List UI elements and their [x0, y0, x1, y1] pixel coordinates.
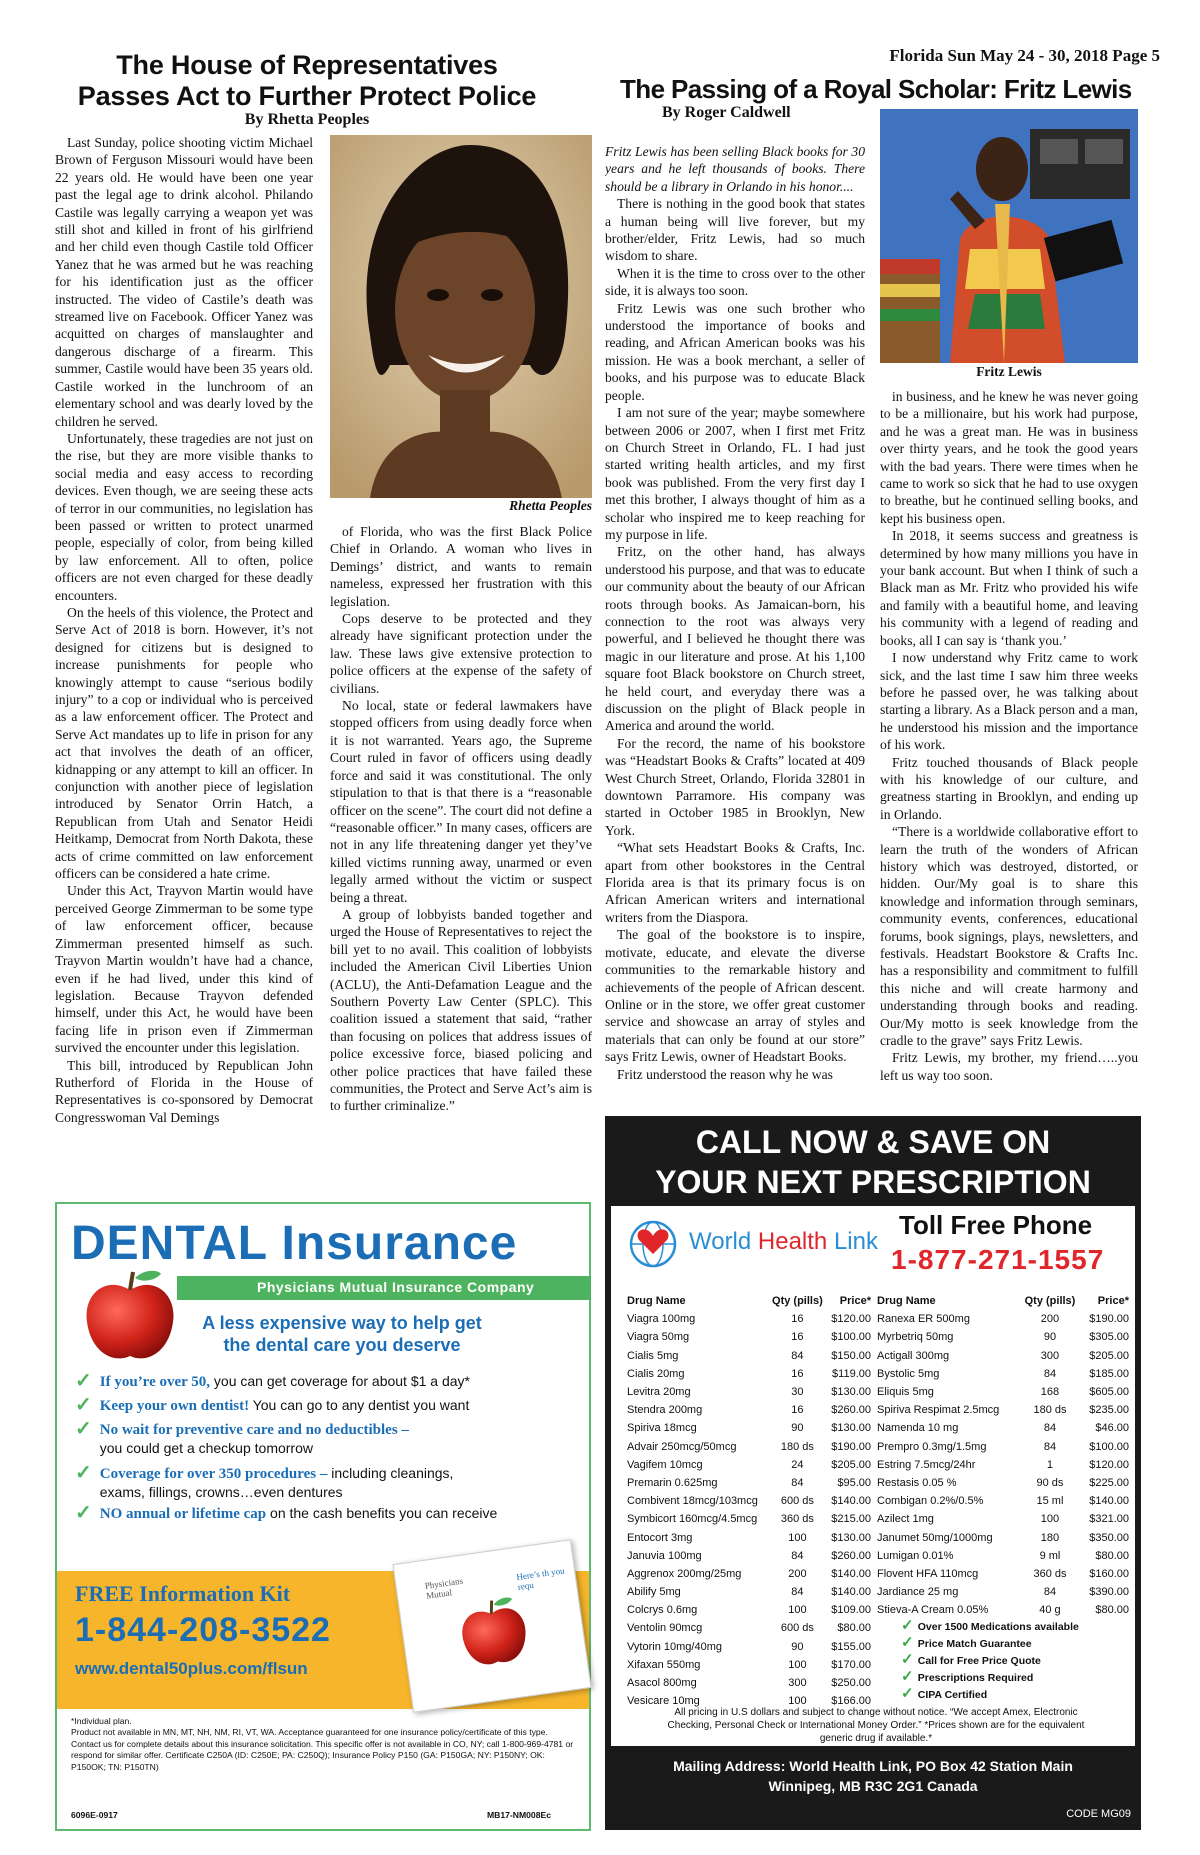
article2-col2-paragraph: Fritz touched thousands of Black people with his knowledge of our culture, and greatness starting in Brooklyn, and ending up in Orlando. [880, 754, 1138, 822]
table-row [625, 1638, 873, 1656]
rx-headline-line2: YOUR NEXT PRESCRIPTION [655, 1164, 1091, 1200]
dental-benefit-item [75, 1464, 453, 1501]
rx-price: $95.00 [837, 1476, 871, 1489]
rx-drug-name: Combivent 18mcg/103mcg [627, 1495, 758, 1508]
rx-price: $130.00 [831, 1531, 871, 1544]
rx-drug-name: Restasis 0.05 % [877, 1476, 957, 1489]
rx-qty: 16 [791, 1313, 804, 1326]
table-row [625, 1674, 873, 1692]
article2-col1-paragraph: When it is the time to cross over to the other side, it is always too soon. [605, 265, 865, 299]
rx-qty: 84 [791, 1586, 804, 1599]
rx-qty: 84 [791, 1476, 804, 1489]
table-row [875, 1583, 1131, 1601]
rx-qty: 90 [791, 1640, 804, 1653]
rx-qty: 84 [791, 1349, 804, 1362]
mailing-line2: Winnipeg, MB R3C 2G1 Canada [768, 1778, 978, 1794]
dental-code-right: MB17-NM008Ec [487, 1810, 551, 1820]
table-row [875, 1456, 1131, 1474]
rx-column-header: Price* [1097, 1295, 1129, 1308]
rx-qty: 90 [791, 1422, 804, 1435]
toll-free-label: Toll Free Phone [899, 1210, 1093, 1240]
rx-drug-name: Ventolin 90mcg [627, 1622, 703, 1635]
rx-qty: 1 [1046, 1458, 1054, 1471]
rx-feature-item [901, 1618, 1079, 1635]
card-brand: Physicians Mutual [424, 1575, 464, 1601]
table-row [625, 1310, 873, 1328]
article2-headline: The Passing of a Royal Scholar: Fritz Lewis [620, 74, 1132, 104]
fritz-lewis-caption: Fritz Lewis [976, 364, 1042, 379]
table-row [875, 1310, 1131, 1328]
dental-phone-number[interactable]: 1-844-208-3522 [75, 1611, 331, 1649]
benefit-text: on the cash benefits you can receive [266, 1505, 498, 1521]
article1-headline [52, 50, 562, 112]
article2-col1-paragraph: Fritz, on the other hand, has always understood his purpose, and that was to educate our community about the beauty of our African roots through books. As Jamaican-born, his connection to the root was always very powerful, and I believed he thought there was magic in our literature and prose. At his 1,100 square foot Black bookstore on Church street, he held court, and everyday there was a discussion on the plight of Black people in America and around the world. [605, 544, 865, 734]
table-row [875, 1492, 1131, 1510]
rx-qty: 84 [1043, 1367, 1057, 1380]
article2-col2-paragraph: “There is a worldwide collaborative effort to learn the truth of the wonders of African history which was destroyed, distorted, or hidden. Our/My goal is to share this knowledge and information through seminars, community events, conferences, educational forums, book signings, plays, newsletters, and festivals. Headstart Bookstore & Crafts Inc. has a responsibility and commitment to fulfill this niche and will create harmony and understanding through books and reading. Our/My motto is seek knowledge from the cradle to the grave” says Fritz Lewis. [880, 824, 1138, 1049]
rx-price: $390.00 [1089, 1586, 1129, 1599]
table-row [625, 1619, 873, 1637]
rx-drug-name: Bystolic 5mg [877, 1367, 940, 1380]
article1-col2-paragraph: Cops deserve to be protected and they already have significant protection under the law. These laws give extensive protection to police officers at the expense of the safety of civilians. [330, 611, 592, 696]
article1-col1-paragraph: On the heels of this violence, the Protect and Serve Act of 2018 is born. However, it’s not designed for citizens but is designed to increase punishments for people who knowingly attempt to cause “serious bodily injury” to a cop or individual who is perceived as a law enforcement officer. The Protect and Serve Act mandates up to life in prison for any act that involves the death of an officer, kidnapping or any attempt to kill an officer. In conjunction with another piece of legislation introduced by Senator Orrin Hatch, a Republican from Utah and Senator Heidi Heitkamp, Democrat from North Dakota, these acts of crime committed on law enforcement officers can be considered a hate crime. [55, 604, 313, 882]
rx-drug-name: Estring 7.5mcg/24hr [877, 1458, 976, 1471]
benefit-lead: Coverage for over 350 procedures – [99, 1466, 328, 1482]
rx-drug-name: Janumet 50mg/1000mg [877, 1531, 993, 1544]
rx-price: $350.00 [1089, 1531, 1129, 1544]
rx-price: $120.00 [831, 1313, 871, 1326]
article1-byline: By Rhetta Peoples [244, 111, 370, 128]
rx-drug-name: Colcrys 0.6mg [627, 1604, 698, 1617]
table-row [625, 1456, 873, 1474]
rx-drug-name: Spiriva Respimat 2.5mcg [877, 1404, 1000, 1417]
rx-price: $100.00 [831, 1331, 871, 1344]
rx-qty: 100 [788, 1695, 807, 1708]
rx-qty: 15 ml [1036, 1495, 1064, 1508]
dental-ad-company: Physicians Mutual Insurance Company [257, 1279, 535, 1295]
rx-qty: 84 [1043, 1422, 1057, 1435]
rx-drug-name: Xifaxan 550mg [627, 1658, 701, 1671]
rx-qty: 200 [1040, 1313, 1060, 1326]
table-row [625, 1547, 873, 1565]
rhetta-peoples-photo [330, 135, 592, 498]
rx-price: $150.00 [831, 1349, 871, 1362]
rx-price: $605.00 [1089, 1386, 1129, 1399]
rx-qty: 180 ds [1033, 1404, 1067, 1417]
table-row [875, 1528, 1131, 1546]
rx-qty: 360 ds [780, 1513, 814, 1526]
rx-qty: 100 [788, 1604, 807, 1617]
table-row [875, 1347, 1131, 1365]
rx-drug-name: Advair 250mcg/50mcg [627, 1440, 737, 1453]
rx-price: $235.00 [1089, 1404, 1129, 1417]
table-row [875, 1510, 1131, 1528]
benefit-lead: NO annual or lifetime cap [99, 1506, 267, 1522]
checkmark-icon: ✓ [75, 1418, 92, 1440]
world-health-link-logo [625, 1214, 878, 1270]
rx-qty: 84 [1043, 1440, 1057, 1453]
article2-col1-paragraph: I am not sure of the year; maybe somewhere between 2006 or 2007, when I first met Fritz on Church Street in Orlando, FL. I had just started writing health articles, and my first book was published. From the very first day I met this brother, I always thought of him as a scholar who inspired me to keep reaching for my purpose in life. [605, 405, 865, 542]
rx-drug-name: Lumigan 0.01% [877, 1549, 954, 1562]
rx-qty: 300 [788, 1677, 807, 1690]
table-row [875, 1383, 1131, 1401]
article2-column-2 [880, 388, 1138, 1108]
article1-col1-paragraph: This bill, introduced by Republican John Rutherford of Florida in the House of Representatives is co-sponsored by Democrat Congresswoman Val Demings [55, 1057, 313, 1125]
article2-col2-paragraph: I now understand why Fritz came to work sick, and the last time I saw him three weeks before he passed over, he was talking about starting a library. As a Black person and a man, he understood his mission and the importance of his work. [880, 650, 1138, 753]
checkmark-icon: ✓ [75, 1394, 92, 1416]
table-row [625, 1510, 873, 1528]
checkmark-icon: ✓ [901, 1685, 918, 1702]
rx-price: $190.00 [1089, 1313, 1129, 1326]
table-row [625, 1656, 873, 1674]
rx-qty: 180 ds [780, 1440, 814, 1453]
rx-price: $215.00 [831, 1513, 871, 1526]
rx-drug-name: Premarin 0.625mg [627, 1476, 718, 1489]
rx-ad-body [611, 1206, 1135, 1746]
article1-col2-paragraph: No local, state or federal lawmakers have stopped officers from using deadly force when it is not warranted. Years ago, the Supreme Court ruled in favor of officers using deadly force and said it was constitutional. The only stipulation to that is that there is a “reasonable officer on the scene”. The court did not define a “reasonable officer.” In many cases, officers are not in any life threatening danger yet they’ve killed victims running away, unarmed or even legally armed without the victim or suspect being a threat. [330, 698, 592, 905]
rx-column-header: Qty (pills) [1024, 1295, 1076, 1308]
rx-features [901, 1618, 1079, 1703]
table-row [625, 1474, 873, 1492]
rx-price-table-left [625, 1292, 873, 1710]
article2-col1-paragraph: “What sets Headstart Books & Crafts, Inc. apart from other bookstores in the Central Florida area is that its primary focus is on African American writers and international writers from the Diaspora. [605, 840, 865, 925]
rx-drug-name: Vytorin 10mg/40mg [627, 1640, 722, 1653]
rx-column-header: Price* [839, 1295, 871, 1308]
rx-price: $80.00 [1095, 1549, 1129, 1562]
rx-qty: 9 ml [1039, 1549, 1061, 1562]
rx-feature-text: Call for Free Price Quote [917, 1655, 1041, 1667]
card-text: Here’s th you requ [515, 1565, 566, 1592]
article1-col2-paragraph: of Florida, who was the first Black Police Chief in Orlando. A woman who lives in Demings’ district, and wants to remain nameless, expressed her frustration with this legislation. [330, 524, 592, 609]
rx-price: $120.00 [1089, 1458, 1129, 1471]
checkmark-icon: ✓ [75, 1502, 92, 1524]
rx-drug-name: Combigan 0.2%/0.5% [877, 1495, 984, 1508]
benefit-text: including cleanings, [327, 1465, 454, 1481]
rx-price: $250.00 [831, 1677, 871, 1690]
rx-headline-line1: CALL NOW & SAVE ON [695, 1124, 1051, 1160]
table-row [875, 1547, 1131, 1565]
rx-qty: 90 ds [1036, 1476, 1064, 1489]
rx-price: $140.00 [1089, 1495, 1129, 1508]
article2-col1-paragraph: Fritz understood the reason why he was [617, 1066, 833, 1082]
rx-drug-name: Actigall 300mg [877, 1349, 950, 1362]
benefit-text: You can go to any dentist you want [249, 1397, 470, 1413]
table-row [875, 1328, 1131, 1346]
rx-feature-item [901, 1669, 1079, 1686]
checkmark-icon: ✓ [901, 1651, 918, 1668]
table-row [625, 1492, 873, 1510]
rx-drug-name: Vagifem 10mcg [627, 1458, 703, 1471]
article2-col2-paragraph: Fritz Lewis, my brother, my friend…..you left us way too soon. [880, 1050, 1138, 1083]
dental-url-link[interactable]: www.dental50plus.com/flsun [75, 1659, 308, 1678]
table-row [625, 1565, 873, 1583]
table-row [625, 1328, 873, 1346]
table-row [625, 1383, 873, 1401]
table-row [875, 1419, 1131, 1437]
rx-price: $130.00 [831, 1422, 871, 1435]
card-apple-icon [449, 1587, 540, 1682]
rx-drug-name: Cialis 20mg [627, 1367, 685, 1380]
table-row [875, 1401, 1131, 1419]
rx-column-header: Qty (pills) [772, 1295, 823, 1308]
info-kit-card [392, 1539, 591, 1713]
fritz-lewis-photo [880, 109, 1138, 363]
table-row [625, 1419, 873, 1437]
dental-ad-subtitle [187, 1312, 497, 1356]
dental-ad-subtitle-line2: the dental care you deserve [223, 1335, 461, 1355]
globe-heart-icon [625, 1214, 685, 1270]
benefit-lead: Keep your own dentist! [99, 1398, 250, 1414]
table-row [625, 1601, 873, 1619]
dental-benefit-item [75, 1420, 409, 1457]
rx-price: $160.00 [1089, 1567, 1129, 1580]
rx-feature-text: Price Match Guarantee [917, 1638, 1032, 1650]
table-row [625, 1583, 873, 1601]
rx-drug-name: Azilect 1mg [877, 1513, 934, 1526]
rx-mailing-address [605, 1756, 1141, 1796]
article1-column-2 [330, 523, 592, 1193]
article1-col1-paragraph: Last Sunday, police shooting victim Michael Brown of Ferguson Missouri would have been 22 years old. He would have been one year past the legal age to drink alcohol. Philando Castile was legally carrying a weapon yet was still shot and killed in front of his girlfriend and her child even though Castile told Officer Yanez that he was armed but he was reaching for his identification just as the officer instructed. The video of Castile’s death was streamed live on Facebook. Officer Yanez was acquitted on charges of manslaughter and dangerous discharge of a firearm. This summer, Castile would have been 35 years old. Castile worked in the lunchroom of an elementary school and was dearly loved by the children he served. [55, 135, 313, 429]
rx-feature-item [901, 1652, 1079, 1669]
rx-column-header: Drug Name [877, 1295, 936, 1308]
table-row [875, 1438, 1131, 1456]
rx-column-header: Drug Name [627, 1295, 686, 1308]
rx-drug-name: Prempro 0.3mg/1.5mg [877, 1440, 987, 1453]
dental-ad-kit-panel [57, 1565, 589, 1709]
dental-ad-title: DENTAL Insurance [71, 1217, 518, 1270]
rx-qty: 300 [1040, 1349, 1060, 1362]
table-row [875, 1474, 1131, 1492]
rx-qty: 30 [791, 1386, 804, 1399]
rx-price: $119.00 [832, 1367, 871, 1380]
rx-price: $155.00 [831, 1640, 871, 1653]
rx-qty: 16 [791, 1367, 804, 1380]
rx-drug-name: Viagra 100mg [627, 1313, 696, 1326]
rx-drug-name: Symbicort 160mcg/4.5mcg [627, 1513, 758, 1526]
benefit-text-line2: you could get a checkup tomorrow [99, 1440, 313, 1456]
free-kit-label: FREE Information Kit [75, 1581, 291, 1606]
article2-col1-paragraph: There is nothing in the good book that states a human being will live forever, but my brother/elder, Fritz Lewis, had so much wisdom to share. [605, 196, 865, 264]
rx-feature-item [901, 1686, 1079, 1703]
rx-price: $140.00 [831, 1495, 871, 1508]
table-row [625, 1401, 873, 1419]
rx-table-header [875, 1292, 1131, 1310]
rx-qty: 360 ds [1033, 1567, 1067, 1580]
rx-qty: 100 [1040, 1513, 1060, 1526]
checkmark-icon: ✓ [901, 1668, 918, 1685]
article1-col1-paragraph: Unfortunately, these tragedies are not just on the rise, but they are more visible thanks to social media and easy access to recording devices. Even though, we are seeing these acts of terror in our communities, no legislation has been passed or written to protect unarmed people, especially of color, from being killed by law enforcement. All to often, police officers are not even charged for these deadly encounters. [55, 430, 313, 603]
dental-fine-print: *Individual plan. Product not available in MN, MT, NH, NM, RI, VT, WA. Acceptance guaranteed for one insurance policy/certificate of this type. Contact us for complete details about this insurance solicitation. This specific offer is not available in CO, NY; call 1-800-969-4781 or respond for similar offer. Certificate C250A (ID: C250E; PA: C250Q); Insurance Policy P150 (GA: P150GA; NY: P150NY; OK: P150OK; TN: P150TN) [71, 1716, 574, 1772]
rx-drug-name: Cialis 5mg [627, 1349, 679, 1362]
rx-price: $170.00 [831, 1658, 871, 1671]
article2-col2-paragraph: In 2018, it seems success and greatness is determined by how many millions you have in your bank account. But when I think of such a Black man as Mr. Fritz who provided his wife and family with a beautiful home, and leaving his community with a legend of reading and books, all I can say is ‘thank you.’ [880, 528, 1138, 648]
rx-price: $305.00 [1089, 1331, 1129, 1344]
rx-drug-name: Levitra 20mg [627, 1386, 691, 1399]
rx-feature-item [901, 1635, 1079, 1652]
brand-health: Health [757, 1228, 828, 1255]
rx-drug-name: Jardiance 25 mg [877, 1586, 959, 1599]
article2-byline: By Roger Caldwell [662, 104, 791, 121]
dental-code-left: 6096E-0917 [71, 1810, 118, 1820]
fritz-lewis-illustration [880, 109, 1138, 363]
rx-disclaimer: All pricing in U.S dollars and subject to change without notice. “We accept Amex, Electronic Checking, Personal Check or International Money Order.” *Prices shown are for the equivalent generic drug if available.* [667, 1707, 1085, 1744]
article2-column-1 [605, 143, 865, 1108]
article2-col2-paragraph: in business, and he knew he was never going to be a millionaire, but his work had purpose, and he was a great man. He was in business over thirty years, and he took the good years with the bad years. There were times when he came to work so sick that he had to use oxygen to breathe, but he continued selling books, and kept his business open. [880, 389, 1138, 526]
table-row [625, 1528, 873, 1546]
rx-qty: 180 [1040, 1531, 1060, 1544]
dental-ad-subtitle-line1: A less expensive way to help get [202, 1313, 482, 1333]
article1-headline-line2: Passes Act to Further Protect Police [77, 81, 537, 111]
rx-qty: 84 [791, 1549, 804, 1562]
rx-price: $321.00 [1089, 1513, 1129, 1526]
rx-qty: 600 ds [780, 1495, 814, 1508]
article1-headline-line1: The House of Representatives [116, 50, 498, 80]
rx-drug-name: Asacol 800mg [627, 1677, 697, 1690]
prescription-ad [605, 1116, 1141, 1830]
rx-feature-text: Over 1500 Medications available [917, 1621, 1079, 1633]
benefit-lead: No wait for preventive care and no deductibles – [99, 1422, 409, 1438]
rx-price: $140.00 [831, 1567, 871, 1580]
rx-drug-name: Aggrenox 200mg/25mg [627, 1567, 742, 1580]
checkmark-icon: ✓ [75, 1462, 92, 1484]
rx-price: $80.00 [837, 1622, 871, 1635]
portrait-illustration [330, 135, 592, 498]
rx-price: $205.00 [831, 1458, 871, 1471]
rx-price: $100.00 [1089, 1440, 1129, 1453]
rx-drug-name: Januvia 100mg [627, 1549, 702, 1562]
rx-qty: 24 [791, 1458, 804, 1471]
rx-ad-headline [605, 1122, 1141, 1202]
article2-col1-paragraph: For the record, the name of his bookstore was “Headstart Books & Crafts” located at 409 West Church Street, Orlando, Florida 32801 in downtown Parramore. His company was started in October 1985 in Brooklyn, New York. [605, 735, 865, 838]
rx-price: $225.00 [1089, 1476, 1129, 1489]
rx-price: $140.00 [831, 1586, 871, 1599]
brand-link: Link [827, 1228, 878, 1255]
rx-code: CODE MG09 [1066, 1808, 1131, 1820]
rx-price: $80.00 [1095, 1604, 1129, 1617]
rx-price: $109.00 [831, 1604, 871, 1617]
benefit-text-line2: exams, fillings, crowns…even dentures [99, 1484, 343, 1500]
checkmark-icon: ✓ [901, 1634, 918, 1651]
rx-price: $166.00 [831, 1695, 871, 1708]
article1-col1-paragraph: Under this Act, Trayvon Martin would have perceived George Zimmerman to be some type of law enforcement officer, because Zimmerman presented himself as such. Trayvon Martin wouldn’t have had a chance, even if he had lived, under this kind of legislation. Because Trayvon defended himself, under this Act, he would have been facing life in prison even if Zimmerman survived the encounter under this legislation. [55, 883, 313, 1056]
table-row [625, 1365, 873, 1383]
checkmark-icon: ✓ [901, 1617, 918, 1634]
rx-price: $46.00 [1095, 1422, 1129, 1435]
dental-insurance-ad [55, 1202, 591, 1831]
rhetta-peoples-caption: Rhetta Peoples [509, 498, 592, 513]
rx-drug-name: Viagra 50mg [627, 1331, 690, 1344]
dental-benefit-item [75, 1372, 470, 1391]
rx-drug-name: Namenda 10 mg [877, 1422, 959, 1435]
article1-column-1 [55, 134, 313, 1204]
rx-phone-number[interactable]: 1-877-271-1557 [891, 1244, 1105, 1275]
rx-drug-name: Eliquis 5mg [877, 1386, 934, 1399]
rx-drug-name: Vesicare 10mg [627, 1695, 700, 1708]
rx-drug-name: Spiriva 18mcg [627, 1422, 697, 1435]
benefit-lead: If you’re over 50, [99, 1374, 211, 1390]
rx-qty: 100 [788, 1658, 807, 1671]
rx-qty: 40 g [1039, 1604, 1061, 1617]
rx-drug-name: Ranexa ER 500mg [877, 1313, 970, 1326]
dental-benefit-item [75, 1396, 469, 1415]
rx-qty: 168 [1040, 1386, 1060, 1399]
rx-drug-name: Entocort 3mg [627, 1531, 693, 1544]
rx-qty: 16 [791, 1404, 804, 1417]
rx-price-table-right [875, 1292, 1131, 1619]
article2-col1-paragraph: Fritz Lewis was one such brother who understood the importance of books and reading, and African American books was his mission. He was a book merchant, a seller of books, and his purpose was to educate Black people. [605, 300, 865, 403]
rx-drug-name: Flovent HFA 110mcg [877, 1567, 979, 1580]
rx-price: $190.00 [831, 1440, 871, 1453]
article1-col2-paragraph: A group of lobbyists banded together and urged the House of Representatives to reject the bill yet to no avail. This coalition of lobbyists included the American Civil Liberties Union (ACLU), the Anti-Defamation League and the Southern Poverty Law Center (SPLC). This coalition issued a statement that said, “rather than focusing on polices that address issues of police excessive force, biased policing and other police practices that have failed these communities, the Protect and Serve Act’s aim is to further criminalize.” [330, 906, 592, 1114]
table-row [875, 1365, 1131, 1383]
rx-drug-name: Stieva-A Cream 0.05% [877, 1604, 989, 1617]
dental-benefit-item [75, 1504, 497, 1523]
mailing-line1: Mailing Address: World Health Link, PO Box 42 Station Main [673, 1758, 1073, 1774]
rx-price: $260.00 [831, 1404, 871, 1417]
rx-feature-text: CIPA Certified [917, 1689, 988, 1701]
rx-qty: 84 [1043, 1586, 1057, 1599]
rx-qty: 16 [791, 1331, 804, 1344]
article2-intro: Fritz Lewis has been selling Black books for 30 years and he left thousands of books. There should be a library in Orlando in his honor.... [605, 144, 865, 194]
rx-qty: 200 [788, 1567, 807, 1580]
rx-price: $260.00 [831, 1549, 871, 1562]
rx-qty: 600 ds [780, 1622, 814, 1635]
table-row [625, 1347, 873, 1365]
rx-price: $185.00 [1089, 1367, 1129, 1380]
benefit-text: you can get coverage for about $1 a day* [210, 1373, 470, 1389]
rx-price: $205.00 [1089, 1349, 1129, 1362]
dental-ad-company-bar [177, 1276, 591, 1300]
apple-icon [75, 1260, 185, 1370]
brand-world: World [689, 1228, 758, 1255]
rx-feature-text: Prescriptions Required [917, 1672, 1034, 1684]
rx-qty: 100 [788, 1531, 807, 1544]
checkmark-icon: ✓ [75, 1370, 92, 1392]
rx-drug-name: Abilify 5mg [627, 1586, 681, 1599]
table-row [625, 1438, 873, 1456]
article2-col1-paragraph: The goal of the bookstore is to inspire, motivate, educate, and elevate the diverse communities to the remarkable history and achievements of the people of African descent. Online or in the store, we offer great customer service and showcase an array of styles and materials that can only be found at our store” says Fritz Lewis, owner of Headstart Books. [605, 927, 865, 1065]
rx-table-header [625, 1292, 873, 1310]
rx-drug-name: Myrbetriq 50mg [877, 1331, 954, 1344]
masthead: Florida Sun May 24 - 30, 2018 Page 5 [889, 46, 1160, 65]
rx-price: $130.00 [831, 1386, 871, 1399]
rx-drug-name: Stendra 200mg [627, 1404, 703, 1417]
table-row [875, 1565, 1131, 1583]
rx-qty: 90 [1043, 1331, 1057, 1344]
